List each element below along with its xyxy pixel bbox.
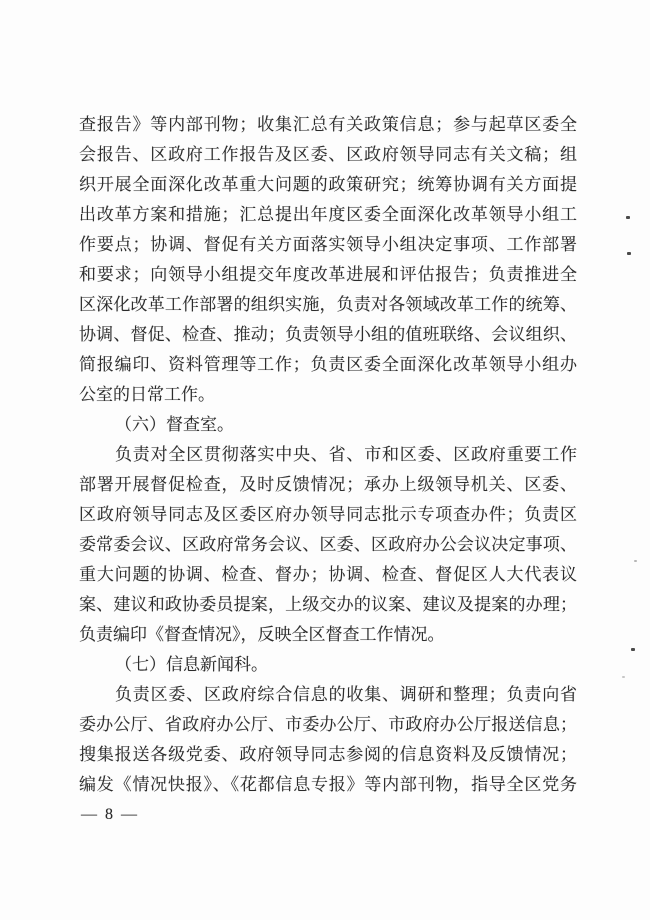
- doc-line: 负责对全区贯彻落实中央、省、市和区委、区政府重要工作: [115, 445, 577, 464]
- doc-line: 委办公厅、省政府办公厅、市委办公厅、市政府办公厅报送信息；: [79, 715, 577, 734]
- doc-line: 查报告》等内部刊物；收集汇总有关政策信息；参与起草区委全: [79, 115, 577, 134]
- doc-line: 出改革方案和措施；汇总提出年度区委全面深化改革领导小组工: [79, 205, 577, 224]
- scan-speck: [622, 676, 625, 678]
- section-heading-6: （六）督查室。: [115, 415, 234, 434]
- scan-speck: [627, 252, 631, 255]
- doc-line: 织开展全面深化改革重大问题的政策研究；统筹协调有关方面提: [79, 175, 577, 194]
- doc-line: 负责编印《督查情况》，反映全区督查工作情况。: [79, 625, 445, 644]
- document-body: [79, 110, 577, 800]
- doc-line: 简报编印、资料管理等工作；负责区委全面深化改革领导小组办: [79, 355, 577, 374]
- scan-speck: [626, 216, 630, 219]
- doc-line: 负责区委、区政府综合信息的收集、调研和整理；负责向省: [115, 685, 577, 704]
- scan-speck: [631, 648, 635, 651]
- doc-line: 区政府领导同志及区委区府办领导同志批示专项查办件；负责区: [79, 505, 577, 524]
- doc-line: 搜集报送各级党委、政府领导同志参阅的信息资料及反馈情况；: [79, 745, 577, 764]
- doc-line: 区深化改革工作部署的组织实施，负责对各领域改革工作的统筹、: [79, 295, 577, 314]
- doc-line: 公室的日常工作。: [79, 385, 215, 404]
- doc-line: 重大问题的协调、检查、督办；协调、检查、督促区人大代表议: [79, 565, 577, 584]
- doc-line: 案、建议和政协委员提案，上级交办的议案、建议及提案的办理；: [79, 595, 577, 614]
- doc-line: 部署开展督促检查，及时反馈情况；承办上级领导机关、区委、: [79, 475, 577, 494]
- doc-line: 会报告、区政府工作报告及区委、区政府领导同志有关文稿；组: [79, 145, 577, 164]
- doc-line: 委常委会议、区政府常务会议、区委、区政府办公会议决定事项、: [79, 535, 577, 554]
- page-number: — 8 —: [81, 806, 139, 823]
- doc-line: 编发《情况快报》、《花都信息专报》等内部刊物，指导全区党务: [79, 775, 577, 794]
- doc-line: 协调、督促、检查、推动；负责领导小组的值班联络、会议组织、: [79, 325, 577, 344]
- scan-speck: [634, 560, 637, 562]
- doc-line: 和要求；向领导小组提交年度改革进展和评估报告；负责推进全: [79, 265, 577, 284]
- section-heading-7: （七）信息新闻科。: [115, 655, 268, 674]
- doc-line: 作要点；协调、督促有关方面落实领导小组决定事项、工作部署: [79, 235, 577, 254]
